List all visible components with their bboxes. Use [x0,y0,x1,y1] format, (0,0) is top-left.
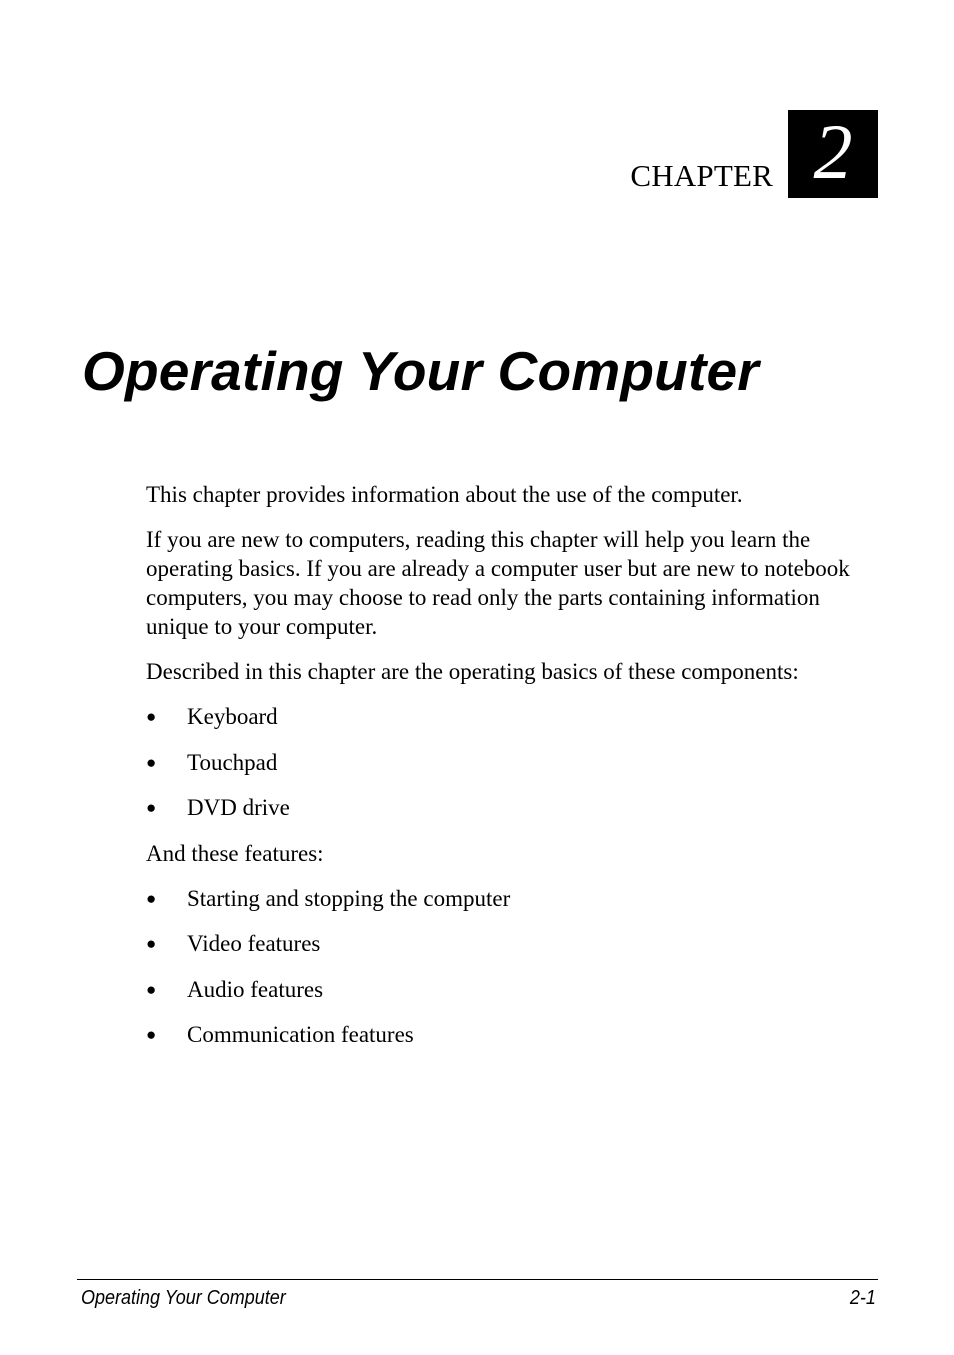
chapter-body [146,480,886,1066]
chapter-number-box [788,110,878,198]
chapter-number: 2 [813,108,853,195]
chapter-header [630,110,878,198]
bullet-icon: ● [146,888,157,908]
list-item [146,702,886,731]
chapter-label: CHAPTER [630,158,773,193]
list-item-label: Communication features [187,1022,414,1047]
list-item [146,1020,886,1049]
list-item [146,975,886,1004]
features-list [146,884,886,1050]
bullet-icon: ● [146,1025,157,1044]
bullet-icon: ● [146,707,157,726]
list-item [146,929,886,958]
features-intro-paragraph: And these features: [146,840,324,866]
list-item-label: Audio features [187,976,324,1002]
new-users-paragraph: If you are new to computers, reading this chapter will help you learn the operating basics. If you are already a computer user but are new to notebook computers, you may choose to read only the parts containing information unique to your computer. [146,527,850,639]
bullet-icon: ● [146,798,157,817]
list-item-label: Touchpad [187,749,278,775]
bullet-icon: ● [146,752,157,772]
list-item-label: DVD drive [187,795,290,820]
list-item [146,793,886,822]
bullet-icon: ● [146,934,157,953]
list-item-label: Keyboard [187,704,278,729]
list-item [146,748,886,777]
list-item-label: Video features [187,931,321,956]
footer-page-number: 2-1 [849,1287,876,1309]
intro-paragraph: This chapter provides information about the use of the computer. [146,482,743,507]
page-footer [77,1279,878,1309]
components-intro-paragraph: Described in this chapter are the operating basics of these components: [146,659,799,684]
list-item [146,884,886,913]
chapter-title: Operating Your Computer [82,340,759,402]
list-item-label: Starting and stopping the computer [187,885,511,911]
components-list [146,702,886,822]
footer-section-title: Operating Your Computer [81,1287,286,1309]
bullet-icon: ● [146,979,157,999]
